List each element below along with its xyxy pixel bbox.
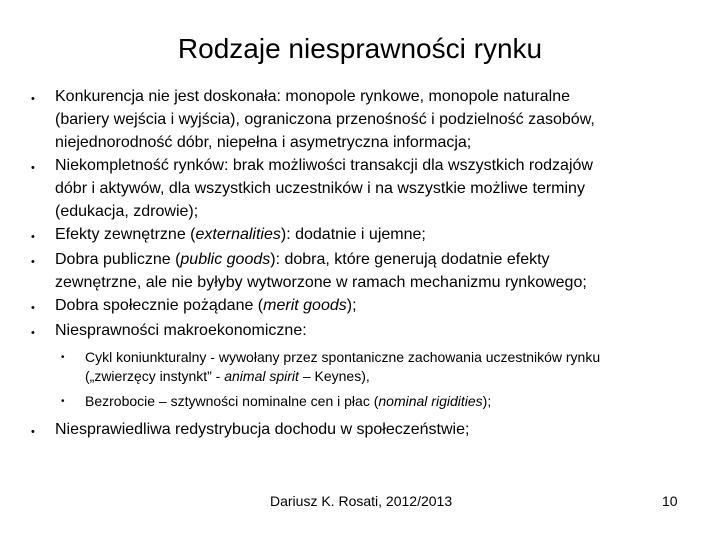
text-segment: ): dodatnie i ujemne; (280, 226, 426, 243)
bullet-icon: • (31, 231, 35, 243)
sub-item-unemployment (85, 392, 695, 411)
text-line: Niekompletność rynków: brak możliwości transakcji dla wszystkich rodzajów (55, 157, 593, 174)
text-segment: ); (482, 393, 492, 409)
text-line: (edukacja, zdrowie); (55, 203, 199, 220)
list-item-redistribution (55, 418, 695, 441)
bullet-icon: • (31, 426, 35, 438)
sub-bullet-icon: • (61, 352, 65, 363)
text-segment: ); (346, 297, 357, 314)
bullet-icon: • (31, 302, 35, 314)
page-number: 10 (662, 493, 678, 509)
list-item-macroeconomic (55, 319, 695, 342)
text-line: dóbr i aktywów, dla wszystkich uczestników i na wszystkie możliwe terminy (55, 180, 585, 197)
italic-term: animal spirit (224, 368, 299, 384)
footer-author: Dariusz K. Rosati, 2012/2013 (270, 493, 453, 509)
text-segment: ): dobra, które generują dodatnie efekty (270, 251, 550, 268)
text-segment: Bezrobocie – sztywności nominalne cen i płac ( (85, 393, 379, 409)
text-line: Niesprawności makroekonomiczne: (55, 322, 307, 339)
list-item-public-goods (55, 248, 695, 294)
italic-term: nominal rigidities (378, 393, 483, 409)
text-line: Konkurencja nie jest doskonała: monopole rynkowe, monopole naturalne (55, 88, 570, 105)
text-line: Cykl koniunkturalny - wywołany przez spontaniczne zachowania uczestników rynku (85, 349, 601, 365)
italic-term: public goods (180, 251, 271, 268)
text-line: Niesprawiedliwa redystrybucja dochodu w społeczeństwie; (55, 421, 470, 438)
list-item-market-competition (55, 85, 695, 154)
text-line (85, 392, 695, 411)
bullet-icon: • (31, 162, 35, 174)
italic-term: merit goods (263, 297, 347, 314)
slide-title: Rodzaje niesprawności rynku (177, 33, 543, 64)
list-item-incomplete-markets (55, 154, 695, 223)
list-item-merit-goods (55, 294, 695, 317)
text-line: (bariery wejścia i wyjścia), ograniczona przenośność i podzielność zasobów, (55, 111, 595, 128)
text-line: zewnętrzne, ale nie byłyby wytworzone w ramach mechanizmu rynkowego; (55, 274, 587, 291)
sub-bullet-icon: • (61, 396, 65, 407)
text-segment: Efekty zewnętrzne ( (55, 226, 196, 243)
text-line (55, 248, 695, 271)
sub-item-business-cycle (85, 348, 695, 386)
italic-term: externalities (195, 226, 281, 243)
text-segment: („zwierzęcy instynkt” - (85, 368, 225, 384)
text-segment: – Keynes), (298, 368, 370, 384)
bullet-icon: • (31, 327, 35, 339)
text-segment: Dobra społecznie pożądane ( (55, 297, 264, 314)
bullet-icon: • (31, 256, 35, 268)
text-line (55, 294, 695, 317)
bullet-icon: • (31, 93, 35, 105)
text-line (55, 223, 695, 246)
text-line: niejednorodność dóbr, niepełna i asymetryczna informacja; (55, 134, 472, 151)
text-segment: Dobra publiczne ( (55, 251, 181, 268)
text-line (85, 367, 695, 386)
list-item-externalities (55, 223, 695, 246)
